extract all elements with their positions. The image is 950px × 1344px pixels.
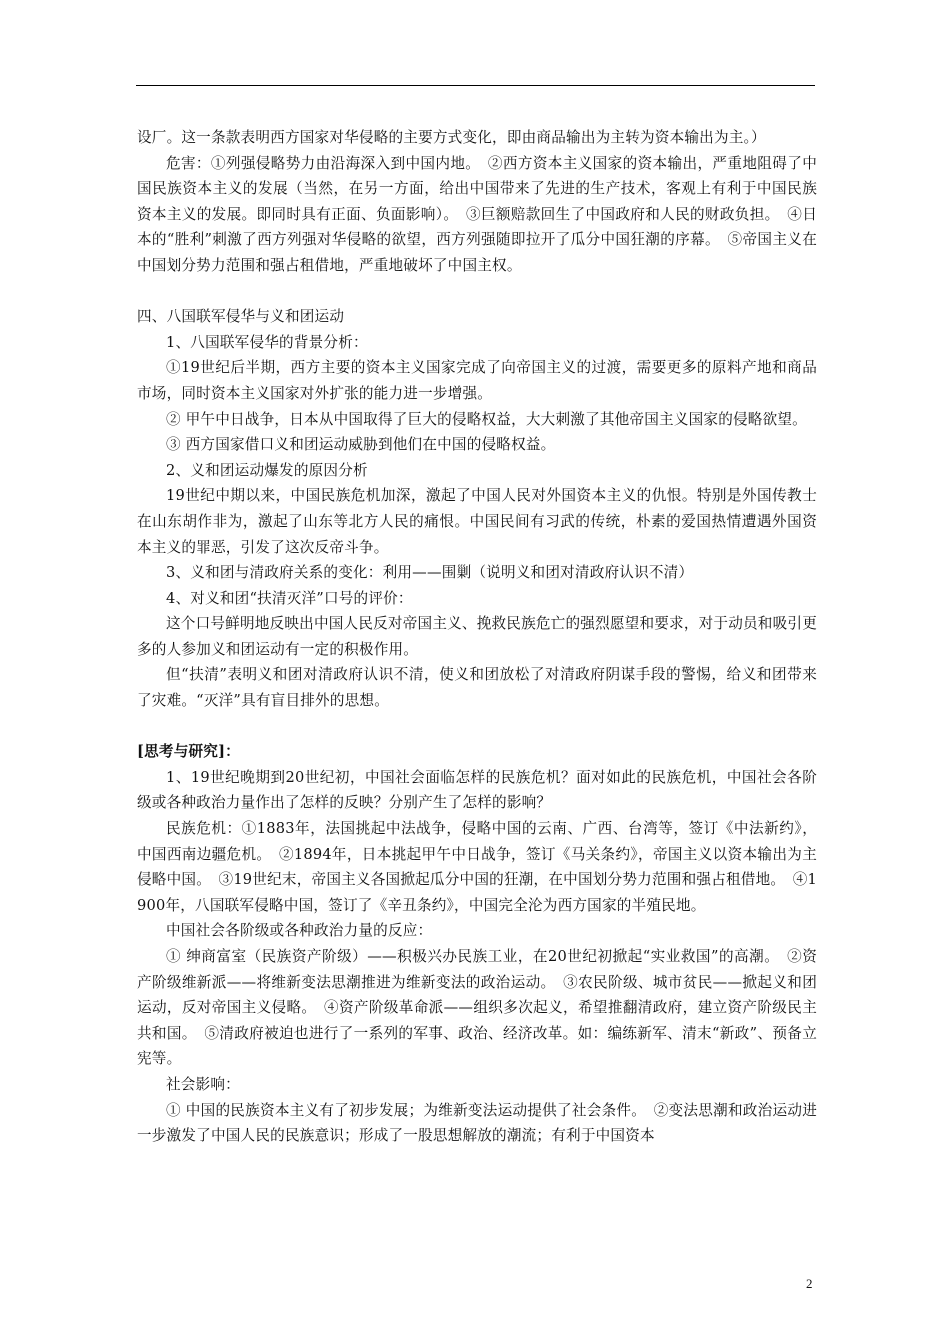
paragraph: 这个口号鲜明地反映出中国人民反对帝国主义、挽救民族危亡的强烈愿望和要求，对于动员和吸引更多的人参加义和团运动有一定的积极作用。 bbox=[137, 615, 817, 658]
paragraph: 民族危机：①1883年，法国挑起中法战争，侵略中国的云南、广西、台湾等，签订《中法新约》，中国西南边疆危机。 ②1894年，日本挑起甲午中日战争，签订《马关条约》，帝国主义以资本输出为主侵略中国。 ③19世纪末，帝国主义各国掀起瓜分中国的狂潮，在中国划分势力范围和强占租借地。 ④1900年，八国联军侵略中国，签订了《辛丑条约》，中国完全沦为西方国家的半殖民地。 bbox=[137, 820, 817, 914]
paragraph: ③ 西方国家借口义和团运动威胁到他们在中国的侵略权益。 bbox=[166, 436, 556, 454]
paragraph: ① 绅商富室（民族资产阶级）——积极兴办民族工业，在20世纪初掀起“实业救国”的高潮。 ②资产阶级维新派——将维新变法思潮推进为维新变法的政治运动。 ③农民阶级、城市贫民——掀起义和团运动，反对帝国主义侵略。 ④资产阶级革命派——组织多次起义，希望推翻清政府，建立资产阶级民主共和国。 ⑤清政府被迫也进行了一系列的军事、政治、经济改革。如：编练新军、清末“新政”、预备立宪等。 bbox=[137, 948, 817, 1068]
subheading: 4、对义和团“扶清灭洋”口号的评价： bbox=[166, 589, 413, 607]
section-heading: [思考与研究]： bbox=[137, 743, 240, 761]
paragraph: 设厂。这一条款表明西方国家对华侵略的主要方式变化，即由商品输出为主转为资本输出为主。） bbox=[137, 129, 766, 146]
subheading: 3、义和团与清政府关系的变化：利用——围剿（说明义和团对清政府认识不清） bbox=[166, 564, 694, 582]
paragraph: ② 甲午中日战争，日本从中国取得了巨大的侵略权益，大大刺激了其他帝国主义国家的侵略欲望。 bbox=[166, 410, 807, 428]
subheading: 2、义和团运动爆发的原因分析 bbox=[166, 461, 368, 479]
section-heading: 四、八国联军侵华与义和团运动 bbox=[137, 308, 345, 326]
page-number: 2 bbox=[806, 1276, 813, 1291]
header-rule bbox=[136, 85, 815, 86]
page-body bbox=[137, 125, 817, 1149]
subheading: 社会影响： bbox=[166, 1075, 240, 1093]
paragraph: ①19世纪后半期，西方主要的资本主义国家完成了向帝国主义的过渡，需要更多的原料产地和商品市场，同时资本主义国家对外扩张的能力进一步增强。 bbox=[137, 359, 817, 402]
paragraph: 19世纪中期以来，中国民族危机加深，激起了中国人民对外国资本主义的仇恨。特别是外国传教士在山东胡作非为，激起了山东等北方人民的痛恨。中国民间有习武的传统，朴素的爱国热情遭遇外国资本主义的罪恶，引发了这次反帝斗争。 bbox=[137, 487, 817, 556]
question: 1、19世纪晚期到20世纪初，中国社会面临怎样的民族危机？面对如此的民族危机，中国社会各阶级或各种政治力量作出了怎样的反映？分别产生了怎样的影响？ bbox=[137, 768, 817, 812]
subheading: 1、八国联军侵华的背景分析： bbox=[166, 333, 368, 351]
subheading: 中国社会各阶级或各种政治力量的反应： bbox=[166, 922, 433, 940]
paragraph: 危害：①列强侵略势力由沿海深入到中国内地。 ②西方资本主义国家的资本输出，严重地阻碍了中国民族资本主义的发展（当然，在另一方面，给出中国带来了先进的生产技术，客观上有利于中国民族资本主义的发展。即同时具有正面、负面影响）。 ③巨额赔款回生了中国政府和人民的财政负担。 ④日本的“胜利”刺激了西方列强对华侵略的欲望，西方列强随即拉开了瓜分中国狂潮的序幕。 ⑤帝国主义在中国划分势力范围和强占租借地，严重地破坏了中国主权。 bbox=[137, 154, 817, 274]
paragraph: ① 中国的民族资本主义有了初步发展；为维新变法运动提供了社会条件。 ②变法思潮和政治运动进一步激发了中国人民的民族意识；形成了一股思想解放的潮流；有利于中国资本 bbox=[137, 1101, 817, 1145]
paragraph: 但“扶清”表明义和团对清政府认识不清，使义和团放松了对清政府阴谋手段的警惕，给义和团带来了灾难。“灭洋”具有盲目排外的思想。 bbox=[137, 666, 817, 710]
